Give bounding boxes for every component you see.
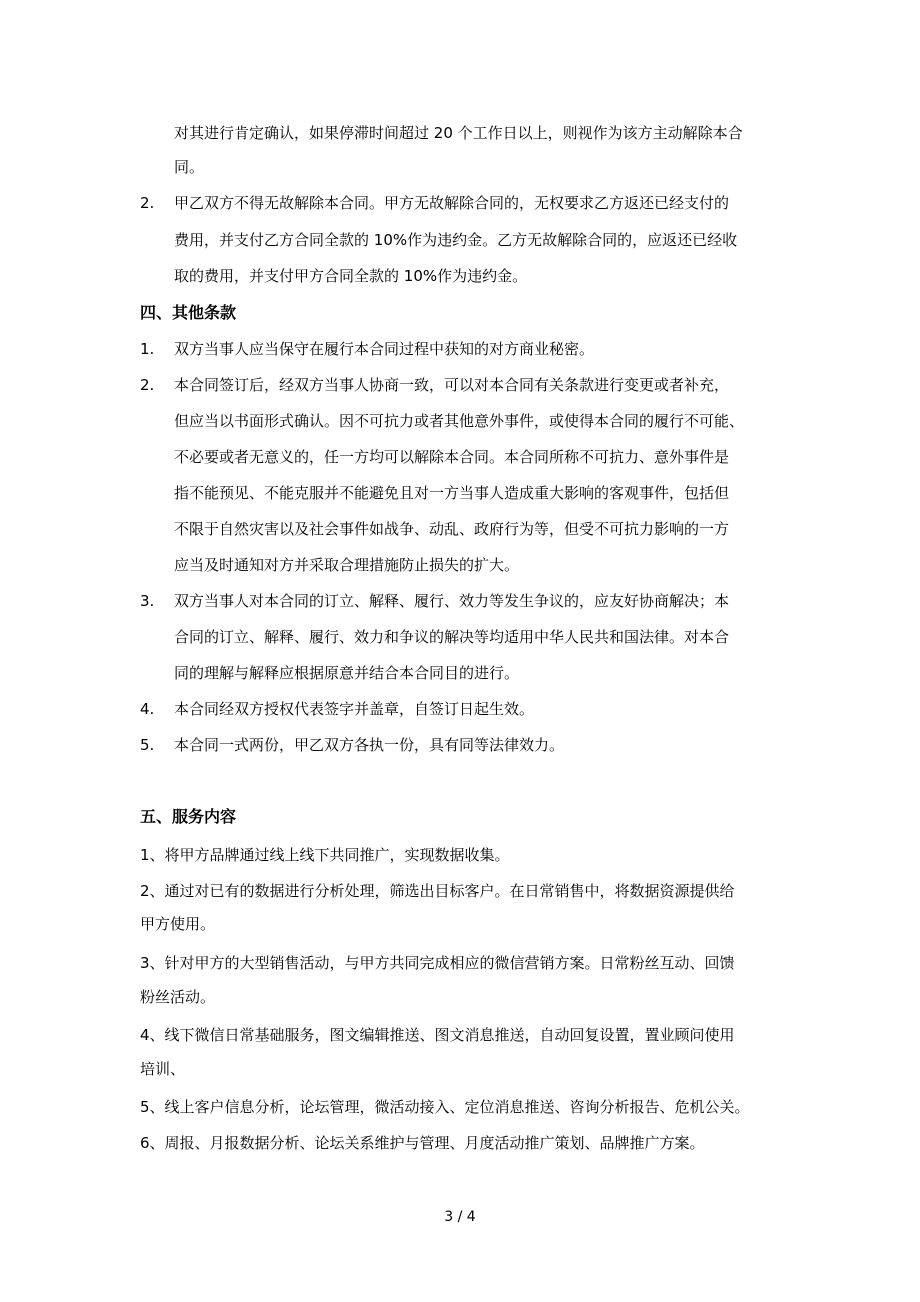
text-line: 指不能预见、不能克服并不能避免且对一方当事人造成重大影响的客观事件，包括但: [174, 484, 730, 502]
text-line: 本合同签订后，经双方当事人协商一致，可以对本合同有关条款进行变更或者补充，: [174, 376, 730, 394]
page-number: 3 / 4: [444, 1209, 476, 1225]
text-line: 不必要或者无意义的，任一方均可以解除本合同。本合同所称不可抗力、意外事件是: [174, 448, 730, 466]
text-line: 双方当事人对本合同的订立、解释、履行、效力等发生争议的，应友好协商解决；本: [174, 592, 730, 610]
section-heading: 四、其他条款: [140, 303, 237, 322]
list-number: 2.: [140, 194, 155, 212]
text-line: 同。: [174, 158, 205, 176]
text-line: 本合同一式两份，甲乙双方各执一份，具有同等法律效力。: [174, 736, 565, 754]
list-number: 4.: [140, 700, 155, 718]
text-line: 但应当以书面形式确认。因不可抗力或者其他意外事件，或使得本合同的履行不可能、: [174, 412, 745, 430]
list-number: 3.: [140, 592, 155, 610]
list-number: 5.: [140, 736, 155, 754]
text-line: 培训、: [140, 1060, 186, 1078]
list-number: 2.: [140, 376, 155, 394]
text-line: 取的费用，并支付甲方合同全款的 10%作为违约金。: [174, 267, 528, 285]
text-line: 费用，并支付乙方合同全款的 10%作为违约金。乙方无故解除合同的，应返还已经收: [174, 231, 738, 249]
text-line: 本合同经双方授权代表签字并盖章，自签订日起生效。: [174, 700, 535, 718]
list-number: 1.: [140, 340, 155, 358]
text-line: 甲乙双方不得无故解除本合同。甲方无故解除合同的，无权要求乙方返还已经支付的: [174, 194, 730, 212]
text-line: 2、通过对已有的数据进行分析处理，筛选出目标客户。在日常销售中，将数据资源提供给: [140, 882, 735, 900]
text-line: 3、针对甲方的大型销售活动，与甲方共同完成相应的微信营销方案。日常粉丝互动、回馈: [140, 954, 735, 972]
text-line: 不限于自然灾害以及社会事件如战争、动乱、政府行为等，但受不可抗力影响的一方: [174, 520, 730, 538]
text-line: 合同的订立、解释、履行、效力和争议的解决等均适用中华人民共和国法律。对本合: [174, 628, 730, 646]
text-line: 甲方使用。: [140, 915, 216, 933]
text-line: 4、线下微信日常基础服务，图文编辑推送、图文消息推送，自动回复设置，置业顾问使用: [140, 1026, 735, 1044]
section-heading: 五、服务内容: [140, 807, 237, 826]
text-line: 同的理解与解释应根据原意并结合本合同目的进行。: [174, 664, 520, 682]
text-line: 双方当事人应当保守在履行本合同过程中获知的对方商业秘密。: [174, 340, 595, 358]
text-line: 5、线上客户信息分析，论坛管理，微活动接入、定位消息推送、咨询分析报告、危机公关。: [140, 1098, 750, 1116]
text-line: 粉丝活动。: [140, 988, 216, 1006]
text-line: 1、将甲方品牌通过线上线下共同推广，实现数据收集。: [140, 846, 510, 864]
text-line: 应当及时通知对方并采取合理措施防止损失的扩大。: [174, 556, 520, 574]
text-line: 6、周报、月报数据分析、论坛关系维护与管理、月度活动推广策划、品牌推广方案。: [140, 1134, 705, 1152]
text-line: 对其进行肯定确认，如果停滞时间超过 20 个工作日以上，则视作为该方主动解除本合: [174, 124, 743, 142]
